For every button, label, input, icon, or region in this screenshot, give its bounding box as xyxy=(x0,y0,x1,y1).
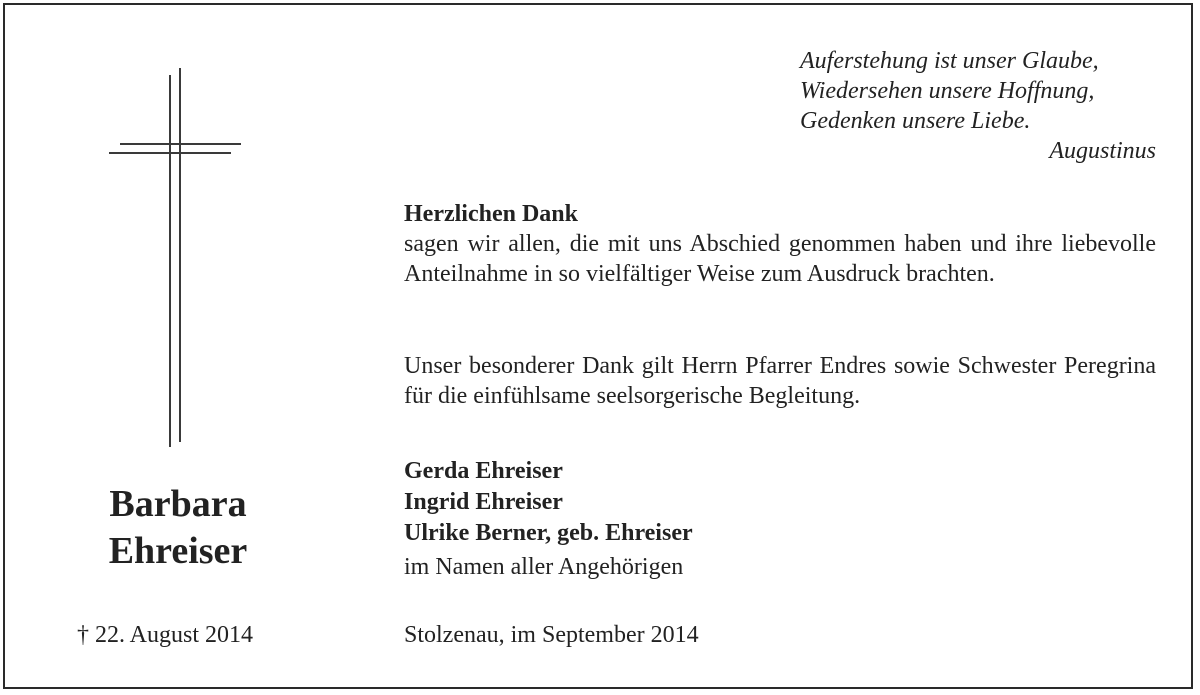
signatory-name: Gerda Ehreiser xyxy=(404,458,563,484)
quote-line: Auferstehung ist unser Glaube, xyxy=(800,48,1099,74)
signatories xyxy=(404,456,1004,583)
signatory-name: Ingrid Ehreiser xyxy=(404,489,563,515)
deceased-first-name: Barbara xyxy=(109,483,247,525)
thanks-body: sagen wir allen, die mit uns Abschied genommen haben und ihre liebevolle Anteilnahme in so vielfältiger Weise zum Ausdruck brachten. xyxy=(404,231,1156,287)
thanks-heading: Herzlichen Dank xyxy=(404,201,578,227)
death-date: † 22. August 2014 xyxy=(77,622,254,648)
signatory-name: Ulrike Berner, geb. Ehreiser xyxy=(404,520,693,546)
place-date: Stolzenau, im September 2014 xyxy=(404,622,699,648)
deceased-last-name: Ehreiser xyxy=(108,530,248,572)
quote-line: Wiedersehen unsere Hoffnung, xyxy=(800,78,1095,104)
cross-horizontal-bar-bottom xyxy=(109,152,231,154)
special-thanks: Unser besonderer Dank gilt Herrn Pfarrer Endres sowie Schwester Peregrina für die einfühlsame seelsorgerische Begleitung. xyxy=(404,353,1156,409)
cross-vertical-bar-right xyxy=(179,68,181,442)
deceased-name xyxy=(60,481,296,575)
signatories-note: im Namen aller Angehörigen xyxy=(404,554,684,580)
cross-vertical-bar-left xyxy=(169,75,171,447)
quote-line: Gedenken unsere Liebe. xyxy=(800,108,1031,134)
quote-author: Augustinus xyxy=(1049,138,1156,164)
quote-block xyxy=(800,46,1156,166)
cross-horizontal-bar-top xyxy=(120,143,241,145)
